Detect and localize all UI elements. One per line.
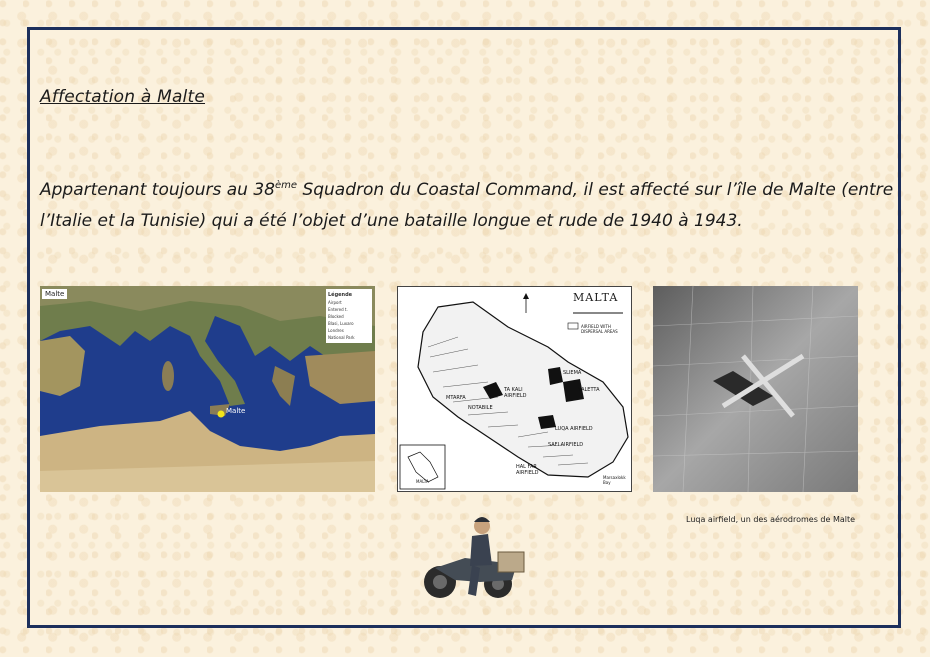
paragraph-superscript: ème [275, 180, 298, 191]
paragraph-text-end: Squadron du Coastal Command, il est affecté sur l’île de Malte (entre l’Italie et la Tunisie) qui a été l’objet d’une bataille longue et rude de 1940 à 1943. [40, 180, 894, 231]
legend-item: Airport [328, 300, 342, 305]
label-luqa: LUQA AIRFIELD [555, 426, 593, 432]
legend-item: Blocked [328, 314, 344, 319]
malta-pin-label: Malte [226, 407, 246, 415]
photo-caption: Luqa airfield, un des aérodromes de Malte [686, 515, 856, 524]
legend-text: AIRFIELD WITH DISPERSAL AREAS [581, 324, 618, 334]
legend-item: Londres [328, 328, 344, 333]
mediterranean-satellite-map [40, 286, 375, 492]
legend-swatch [568, 323, 578, 329]
luqa-airfield-shape [538, 415, 556, 429]
map-legend [326, 289, 372, 343]
label-valetta: VALETTA [578, 387, 600, 393]
label-safi: SAFI AIRFIELD [548, 442, 584, 448]
legend-title: Légende [328, 292, 353, 298]
page-title: Affectation à Malte [40, 87, 206, 107]
malta-pin-icon [218, 411, 225, 418]
paragraph-text-start: Appartenant toujours au 38 [40, 180, 275, 200]
label-ta-kali: TA KALI AIRFIELD [504, 387, 527, 399]
aerial-photo-graphic [653, 286, 858, 492]
label-notabile: NOTABILE [468, 405, 493, 411]
map-tag: Malte [42, 289, 67, 299]
legend-item: National Park [328, 335, 355, 340]
motorcycle-rider-figure [420, 510, 528, 604]
luqa-aerial-photo [653, 286, 858, 492]
legend-item: Entered t. [328, 307, 348, 312]
malta-drawn-map [397, 286, 632, 492]
label-inset-malta: MALTA [416, 479, 429, 484]
legend-item: Blasi, Luxaro [328, 321, 354, 326]
body-paragraph [40, 170, 900, 237]
satellite-map-graphic [40, 286, 375, 492]
drawn-map-title: MALTA [573, 291, 619, 304]
label-hal-far: HAL FAR AIRFIELD [516, 464, 539, 476]
label-sliema: SLIEMA [563, 370, 582, 376]
label-mtarfa: MTARFA [446, 395, 466, 401]
label-marsaxlokk: Marsaxlokk Bay [603, 475, 626, 485]
